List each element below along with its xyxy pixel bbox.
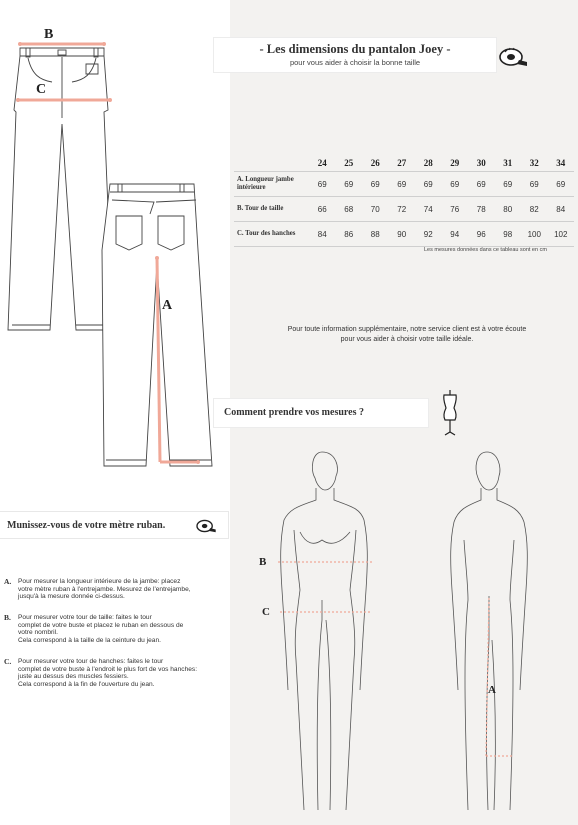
size-column-header: 32 xyxy=(529,158,539,168)
table-cell: 100 xyxy=(521,222,548,247)
body-label-a: A xyxy=(488,684,496,696)
instruction-line: jusqu'à la mesure donnée ci-dessus. xyxy=(18,593,125,601)
row-label: A. Longueur jambe intérieure xyxy=(234,172,309,197)
instruction-line: complet de votre buste à l'endroit le plus fort de vos hanches: xyxy=(18,665,198,673)
instruction-a xyxy=(4,578,226,601)
ruban-title: Munissez-vous de votre mètre ruban. xyxy=(7,520,166,531)
how-to-title: Comment prendre vos mesures ? xyxy=(224,407,364,418)
instruction-line: votre nombril. xyxy=(18,629,58,637)
size-column-header: 30 xyxy=(476,158,486,168)
row-label: C. Tour des hanches xyxy=(234,222,309,247)
table-cell: 69 xyxy=(389,172,416,197)
table-cell: 98 xyxy=(495,222,522,247)
instruction-line: Pour mesurer la longueur intérieure de la jambe: placez xyxy=(18,578,181,585)
size-column-header: 34 xyxy=(556,158,566,168)
size-table-header xyxy=(234,155,574,172)
table-cell: 69 xyxy=(442,172,469,197)
body-label-c: C xyxy=(262,606,270,618)
jeans-label-b: B xyxy=(44,27,54,42)
size-column-header: 29 xyxy=(450,158,460,168)
info-line: Pour toute information supplémentaire, notre service client est à votre écoute xyxy=(287,326,527,333)
table-cell: 69 xyxy=(548,172,575,197)
size-column-header: 27 xyxy=(397,158,407,168)
table-cell: 80 xyxy=(495,197,522,222)
instruction-letter: C. xyxy=(4,657,12,666)
size-column-header: 26 xyxy=(370,158,380,168)
jeans-label-c: C xyxy=(36,82,47,97)
instruction-line: Cela correspond à la taille de la ceinture du jean. xyxy=(18,636,161,644)
instruction-b xyxy=(4,614,226,644)
table-cell: 69 xyxy=(336,172,363,197)
table-cell: 94 xyxy=(442,222,469,247)
table-cell: 69 xyxy=(415,172,442,197)
size-table-corner xyxy=(234,155,309,172)
table-cell: 90 xyxy=(389,222,416,247)
table-row xyxy=(234,197,574,222)
table-cell: 96 xyxy=(468,222,495,247)
table-cell: 84 xyxy=(548,197,575,222)
body-label-b: B xyxy=(259,556,267,568)
table-cell: 72 xyxy=(389,197,416,222)
instruction-letter: A. xyxy=(4,577,12,586)
table-cell: 102 xyxy=(548,222,575,247)
table-cell: 68 xyxy=(336,197,363,222)
tape-measure-icon xyxy=(194,517,218,535)
table-cell: 70 xyxy=(362,197,389,222)
table-cell: 92 xyxy=(415,222,442,247)
table-note: Les mesures données dans ce tableau sont en cm xyxy=(424,247,547,253)
table-cell: 69 xyxy=(495,172,522,197)
instruction-line: votre mètre ruban à l'entrejambe. Mesurez de l'entrejambe, xyxy=(18,585,191,593)
jeans-front-drawing xyxy=(8,48,113,330)
table-cell: 84 xyxy=(309,222,336,247)
jeans-label-a: A xyxy=(162,298,173,313)
instruction-line: Pour mesurer votre tour de taille: faites le tour xyxy=(18,614,152,621)
table-cell: 69 xyxy=(521,172,548,197)
instruction-line: complet de votre buste et placez le ruban en dessous de xyxy=(18,621,184,629)
table-cell: 78 xyxy=(468,197,495,222)
title-banner xyxy=(214,38,496,72)
how-to-banner xyxy=(214,399,428,427)
size-table xyxy=(234,155,574,247)
instruction-line: juste au dessus des muscles fessiers. xyxy=(18,673,129,681)
size-column-header: 31 xyxy=(503,158,513,168)
size-column-header: 28 xyxy=(423,158,433,168)
table-cell: 69 xyxy=(362,172,389,197)
page-title: - Les dimensions du pantalon Joey - xyxy=(259,42,451,56)
size-column-header: 25 xyxy=(344,158,354,168)
table-cell: 76 xyxy=(442,197,469,222)
table-cell: 86 xyxy=(336,222,363,247)
table-row xyxy=(234,172,574,197)
info-line: pour vous aider à choisir votre taille idéale. xyxy=(340,336,474,343)
body-back-drawing xyxy=(451,452,528,810)
info-text xyxy=(262,325,552,345)
table-cell: 74 xyxy=(415,197,442,222)
table-cell: 82 xyxy=(521,197,548,222)
table-cell: 69 xyxy=(309,172,336,197)
instruction-line: Cela correspond à la fin de l'ouverture du jean. xyxy=(18,680,155,688)
tape-measure-icon xyxy=(497,44,529,70)
body-front-drawing xyxy=(281,452,368,810)
instruction-letter: B. xyxy=(4,613,11,622)
row-label: B. Tour de taille xyxy=(234,197,309,222)
table-row xyxy=(234,222,574,247)
size-column-header: 24 xyxy=(317,158,327,168)
mannequin-icon xyxy=(440,390,460,436)
page-subtitle: pour vous aider à choisir la bonne taille xyxy=(289,58,421,67)
instruction-line: Pour mesurer votre tour de hanches: faites le tour xyxy=(18,658,164,665)
table-cell: 88 xyxy=(362,222,389,247)
table-cell: 69 xyxy=(468,172,495,197)
instruction-c xyxy=(4,658,226,688)
table-cell: 66 xyxy=(309,197,336,222)
